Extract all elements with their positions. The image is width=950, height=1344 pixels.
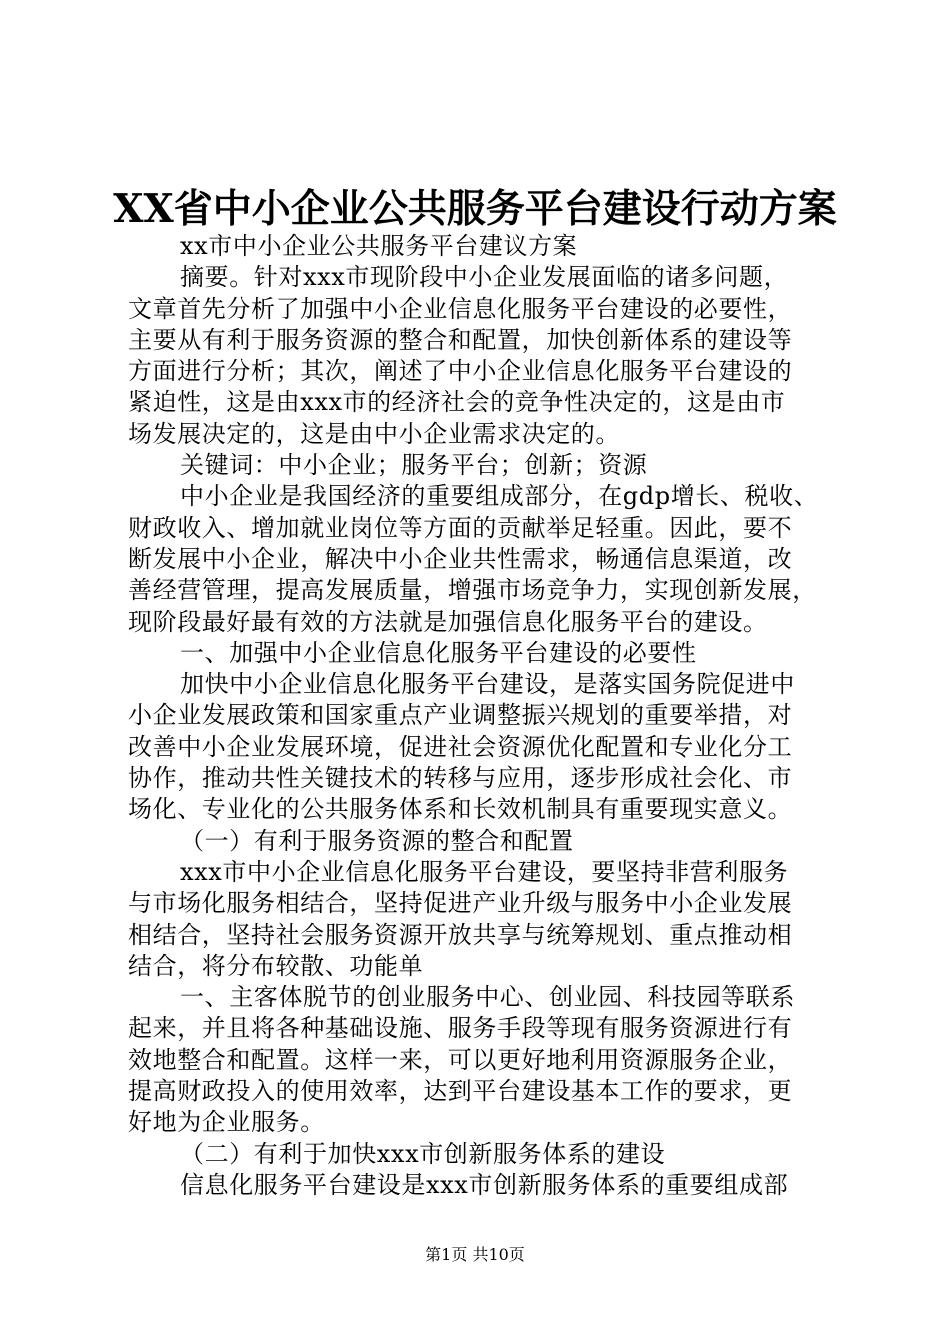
- section-heading: 一、加强中小企业信息化服务平台建设的必要性: [180, 638, 697, 667]
- paragraph-line: 信息化服务平台建设是xxx市创新服务体系的重要组成部: [180, 1170, 789, 1199]
- document-body: [128, 231, 838, 1201]
- page-number-footer: 第1页 共10页: [425, 1245, 525, 1264]
- paragraph-line: 相结合，坚持社会服务资源开放共享与统筹规划、重点推动相: [128, 920, 793, 949]
- paragraph-line: 加快中小企业信息化服务平台建设，是落实国务院促进中: [180, 670, 795, 699]
- paragraph-line: 主要从有利于服务资源的整合和配置，加快创新体系的建设等: [128, 325, 793, 354]
- paragraph-line: 起来，并且将各种基础设施、服务手段等现有服务资源进行有: [128, 1014, 793, 1043]
- subsection-heading: （二）有利于加快xxx市创新服务体系的建设: [180, 1139, 666, 1168]
- paragraph-line: 紧迫性，这是由xxx市的经济社会的竞争性决定的，这是由市: [128, 388, 786, 417]
- paragraph-line: 提高财政投入的使用效率，达到平台建设基本工作的要求，更: [128, 1077, 793, 1106]
- paragraph-line: 协作，推动共性关键技术的转移与应用，逐步形成社会化、市: [128, 764, 793, 793]
- paragraph-line: 好地为企业服务。: [128, 1108, 325, 1137]
- paragraph-line: 效地整合和配置。这样一来，可以更好地利用资源服务企业，: [128, 1045, 793, 1074]
- keywords-line: 关键词：中小企业；服务平台；创新；资源: [180, 451, 648, 480]
- subtitle-line: xx市中小企业公共服务平台建议方案: [180, 232, 578, 260]
- document-title: XX省中小企业公共服务平台建设行动方案: [113, 186, 837, 232]
- paragraph-line: 中小企业是我国经济的重要组成部分，在gdp增长、税收、: [180, 482, 819, 511]
- paragraph-line: 断发展中小企业，解决中小企业共性需求，畅通信息渠道，改: [128, 544, 793, 573]
- paragraph-line: 一、主客体脱节的创业服务中心、创业园、科技园等联系: [180, 983, 795, 1012]
- paragraph-line: 场发展决定的，这是由中小企业需求决定的。: [128, 419, 620, 448]
- paragraph-line: 现阶段最好最有效的方法就是加强信息化服务平台的建设。: [128, 607, 768, 636]
- paragraph-line: 与市场化服务相结合，坚持促进产业升级与服务中小企业发展: [128, 889, 793, 918]
- paragraph-line: 摘要。针对xxx市现阶段中小企业发展面临的诸多问题，: [180, 263, 789, 292]
- paragraph-line: 小企业发展政策和国家重点产业调整振兴规划的重要举措，对: [128, 701, 793, 730]
- paragraph-line: 改善中小企业发展环境，促进社会资源优化配置和专业化分工: [128, 732, 793, 761]
- paragraph-line: 结合，将分布较散、功能单: [128, 951, 424, 980]
- paragraph-line: 财政收入、增加就业岗位等方面的贡献举足轻重。因此，要不: [128, 513, 793, 542]
- paragraph-line: xxx市中小企业信息化服务平台建设，要坚持非营利服务: [180, 857, 789, 886]
- subsection-heading: （一）有利于服务资源的整合和配置: [180, 826, 574, 855]
- paragraph-line: 场化、专业化的公共服务体系和长效机制具有重要现实意义。: [128, 795, 793, 824]
- paragraph-line: 善经营管理，提高发展质量，增强市场竞争力，实现创新发展，: [128, 576, 817, 605]
- paragraph-line: 文章首先分析了加强中小企业信息化服务平台建设的必要性，: [128, 294, 793, 323]
- paragraph-line: 方面进行分析；其次，阐述了中小企业信息化服务平台建设的: [128, 357, 793, 386]
